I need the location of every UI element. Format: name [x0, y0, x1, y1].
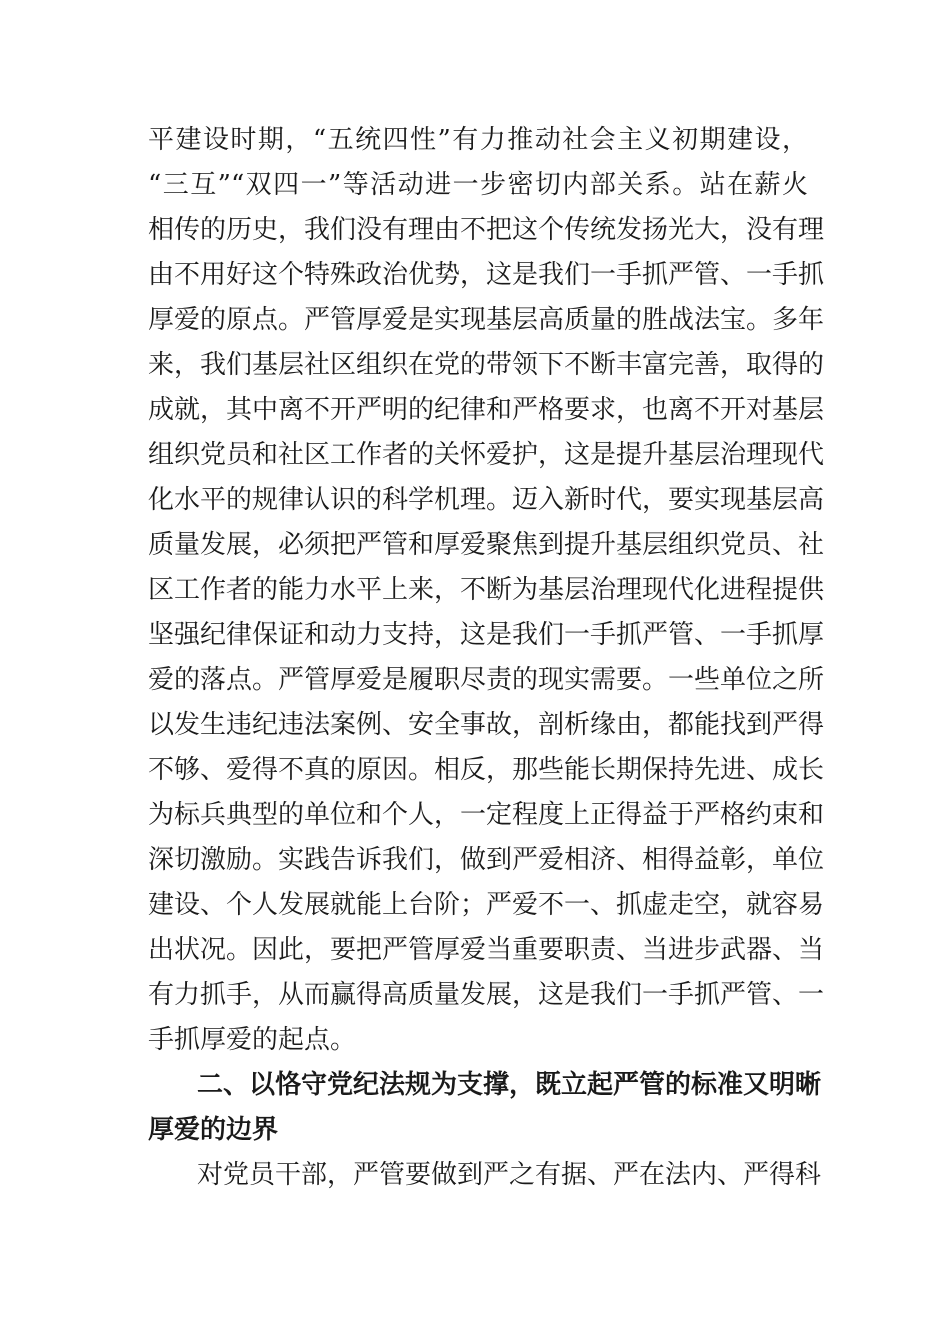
body-text-line: 成就，其中离不开严明的纪律和严格要求，也离不开对基层 — [148, 395, 825, 425]
body-text-line: 手抓厚爱的起点。 — [148, 1025, 357, 1055]
body-text-line: 有力抓手，从而赢得高质量发展，这是我们一手抓严管、一 — [148, 980, 825, 1010]
body-text-line: 由不用好这个特殊政治优势，这是我们一手抓严管、一手抓 — [148, 260, 825, 290]
body-text-line: 组织党员和社区工作者的关怀爱护，这是提升基层治理现代 — [148, 440, 825, 470]
body-text-line: “三互”“双四一”等活动进一步密切内部关系。站在薪火 — [148, 170, 808, 200]
body-text-line: 以发生违纪违法案例、安全事故，剖析缘由，都能找到严得 — [148, 710, 825, 740]
body-text-line: 相传的历史，我们没有理由不把这个传统发扬光大，没有理 — [148, 215, 825, 245]
body-text-line: 区工作者的能力水平上来，不断为基层治理现代化进程提供 — [148, 575, 825, 605]
body-text-line: 坚强纪律保证和动力支持，这是我们一手抓严管、一手抓厚 — [148, 620, 825, 650]
section-heading-continuation: 厚爱的边界 — [148, 1115, 279, 1145]
body-text-line: 深切激励。实践告诉我们，做到严爱相济、相得益彰，单位 — [148, 845, 825, 875]
body-text-line: 化水平的规律认识的科学机理。迈入新时代，要实现基层高 — [148, 485, 825, 515]
body-text-line: 对党员干部，严管要做到严之有据、严在法内、严得科 — [197, 1160, 822, 1190]
body-text-line: 为标兵典型的单位和个人，一定程度上正得益于严格约束和 — [148, 800, 825, 830]
body-text-line: 建设、个人发展就能上台阶；严爱不一、抓虚走空，就容易 — [148, 890, 825, 920]
body-text-line: 厚爱的原点。严管厚爱是实现基层高质量的胜战法宝。多年 — [148, 305, 825, 335]
body-text-line: 平建设时期，“五统四性”有力推动社会主义初期建设， — [148, 125, 808, 155]
body-text-line: 出状况。因此，要把严管厚爱当重要职责、当进步武器、当 — [148, 935, 825, 965]
section-heading: 二、以恪守党纪法规为支撑，既立起严管的标准又明晰 — [197, 1070, 822, 1100]
body-text-line: 来，我们基层社区组织在党的带领下不断丰富完善，取得的 — [148, 350, 825, 380]
body-text-line: 质量发展，必须把严管和厚爱聚焦到提升基层组织党员、社 — [148, 530, 825, 560]
body-text-line: 不够、爱得不真的原因。相反，那些能长期保持先进、成长 — [148, 755, 825, 785]
body-text-line: 爱的落点。严管厚爱是履职尽责的现实需要。一些单位之所 — [148, 665, 825, 695]
